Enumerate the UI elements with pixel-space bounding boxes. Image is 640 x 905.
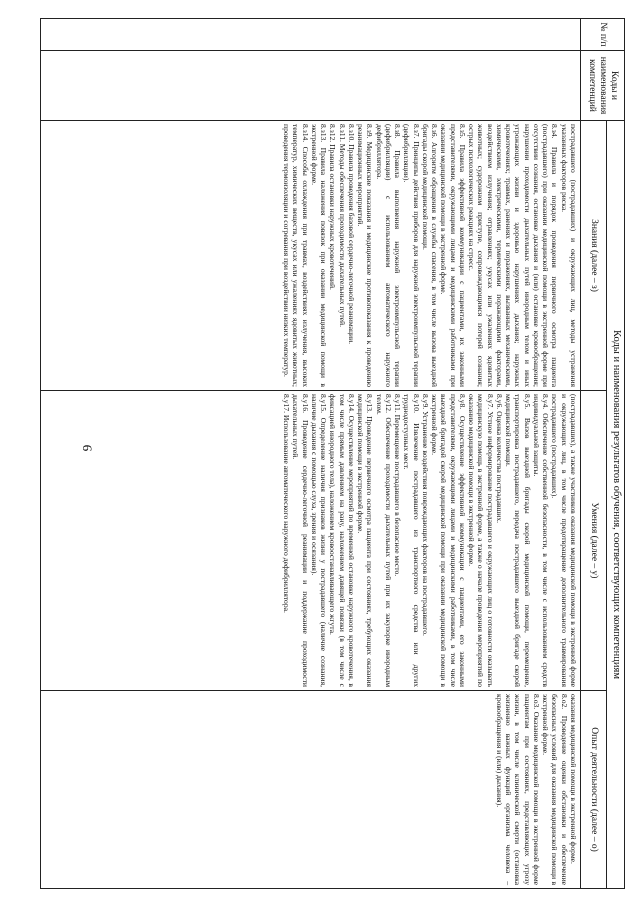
cell-skills	[41, 391, 581, 691]
skill-item: 8.у16. Проведение сердечно-легочной реанимации и поддержание проходимости дыхательных путей.	[291, 394, 310, 687]
knowledge-item: 8.з6. Алгоритм обращения в службы спасения, в том числе вызова выездной бригады скорой медицинской помощи.	[421, 124, 440, 387]
knowledge-item: 8.з4. Правила и порядок проведения первичного осмотра пациента (пострадавшего) при оказании медицинской помощи в экстренной форме при отсутствии сознания, остановке дыхания и (или) остановке кровообращения; нарушении проходимости дыхательных путей инородным телом и иных угрожающих жизни и здоровью нарушениях дыхания; наружных кровотечениях; травмах, ранениях и поражениях, вызванных механическими, химическими, электрическими, термическими поражающими факторами, воздействием излучения; отравлениях; укусах или ужалениях ядовитых животных; судорожном приступе, сопровождающимся потерей сознания; острых психологических реакциях на стресс.	[467, 124, 560, 387]
skill-item: 8.у12. Обеспечение проходимости дыхательных путей при их закупорке инородным телом.	[374, 394, 393, 687]
knowledge-item: 8.з8. Правила выполнения наружной электроимпульсной терапии (дефибрилляции) с использованием автоматического наружного дефибриллятора.	[374, 124, 403, 387]
knowledge-item: пострадавшего (пострадавших) и окружающих лиц, методы устранения указанных факторов риска.	[559, 124, 578, 387]
page-number: 9	[79, 444, 95, 452]
col-header-num: № п/п	[581, 19, 625, 51]
experience-item: 8.о3. Оказание медицинской помощи в экстренной форме пациентам при состояниях, представляющих угрозу жизни, в том числе клинической смерти (остановка жизненно важных функций организма человека – кровообращения и (или) дыхания).	[495, 694, 541, 886]
skill-item: 8.у4. Обеспечение собственной безопасности, в том числе с использованием средств индивидуальной защиты.	[532, 394, 551, 687]
skill-item: 8.у15. Определение наличия признаков жизни у пострадавшего (наличие сознания, наличие дыхания с помощью слуха, зрения и осязания).	[310, 394, 329, 687]
experience-item: оказания медицинской помощи в экстренной форме.	[569, 694, 578, 864]
knowledge-item: 8.з11. Методы обеспечения проходимости дыхательных путей.	[337, 124, 347, 328]
skill-item: 8.у8. Осуществление эффективной коммуникации с пациентами, его законными представителями, окружающими лицами и медицинскими работниками, в том числе выездной бригадой скорой медицинской помощи при оказании медицинской помощи в экстренной форме.	[430, 394, 467, 687]
skill-item: 8.у13. Проведение первичного осмотра пациента при состояниях, требующих оказания медицинской помощи в экстренной форме.	[356, 394, 375, 687]
knowledge-item: 8.з13. Правила наложения повязок при оказании медицинской помощи в экстренной форме.	[310, 124, 329, 387]
competency-table	[40, 18, 625, 889]
skill-item: 8.у10. Извлечение пострадавшего из транспортного средства или других труднодоступных мест.	[402, 394, 421, 687]
knowledge-item: 8.з14. Способы охлаждения при травмах, воздействиях излучения, высоких температур, химических веществ, укусах или ужалениях ядовитых животных; проведения термоизоляции и согревания при воздействии низких температур.	[282, 124, 310, 387]
col-header-knowledge: Знания (далее – з)	[581, 121, 607, 391]
skill-item: 8.у14. Осуществление мероприятий по временной остановке наружного кровотечения, в том числе прямым давлением на рану, наложением давящей повязки (в том числе с фиксацией инородного тела), наложением кровоостанавливающего жгута.	[328, 394, 356, 687]
skill-item: 8.у11. Перемещение пострадавшего в безопасное место.	[393, 394, 403, 577]
skill-item: 8.у9. Устранение воздействия повреждающих факторов на пострадавшего.	[421, 394, 430, 636]
col-header-results: Коды и наименования результатов обучения, соответствующих компетенциям	[607, 121, 625, 889]
cell-codes	[41, 51, 581, 121]
skill-item: 8.у6. Оценка количества пострадавших.	[495, 394, 504, 524]
skill-item: 8.у7. Устное информирование пострадавшего и окружающих лиц о готовности оказывать медицинскую помощь в экстренной форме, а также о начале проведения мероприятий по оказанию медицинской помощи в экстренной форме.	[467, 394, 495, 687]
cell-experience	[41, 691, 581, 889]
experience-item: 8.о2. Проведение оценки обстановки и обеспечение безопасных условий для оказания медицинской помощи в экстренной форме.	[541, 694, 569, 886]
col-header-codes: Коды и наименования компетенций	[581, 51, 625, 121]
skill-item: 8.у5. Вызов выездной бригады скорой медицинской помощи, перемещение, транспортировка пострадавшего, передача пострадавшего выездной бригаде скорой медицинской помощи.	[504, 394, 532, 687]
rotated-table-container	[40, 18, 625, 888]
skill-item: 8.у17. Использование автоматического наружного дефибриллятора.	[282, 394, 292, 613]
col-header-skills: Умения (далее – у)	[581, 391, 607, 691]
knowledge-item: 8.з9. Медицинские показания и медицинские противопоказания к проведению реанимационных мероприятий.	[356, 124, 375, 387]
knowledge-item: 8.з5. Правила эффективной коммуникации с пациентами, их законными представителями, окружающими лицами и медицинскими работниками при оказании медицинской помощи в экстренной форме.	[439, 124, 467, 387]
knowledge-item: 8.з12. Правила остановки наружных кровотечений.	[328, 124, 338, 290]
cell-num	[41, 19, 581, 51]
cell-knowledge	[41, 121, 581, 391]
col-header-experience: Опыт деятельности (далее – о)	[581, 691, 607, 889]
knowledge-item: 8.з10. Правила проведения базовой сердечно-легочной реанимации.	[347, 124, 356, 345]
skill-item: (пострадавших), а также участников оказания медицинской помощи в экстренной форме и окружающих лиц, в том числе предотвращение дополнительного травмирования пострадавшего (пострадавших).	[550, 394, 578, 687]
knowledge-item: 8.з7. Принципы действия приборов для наружной электроимпульсной терапии (дефибрилляции).	[402, 124, 421, 387]
